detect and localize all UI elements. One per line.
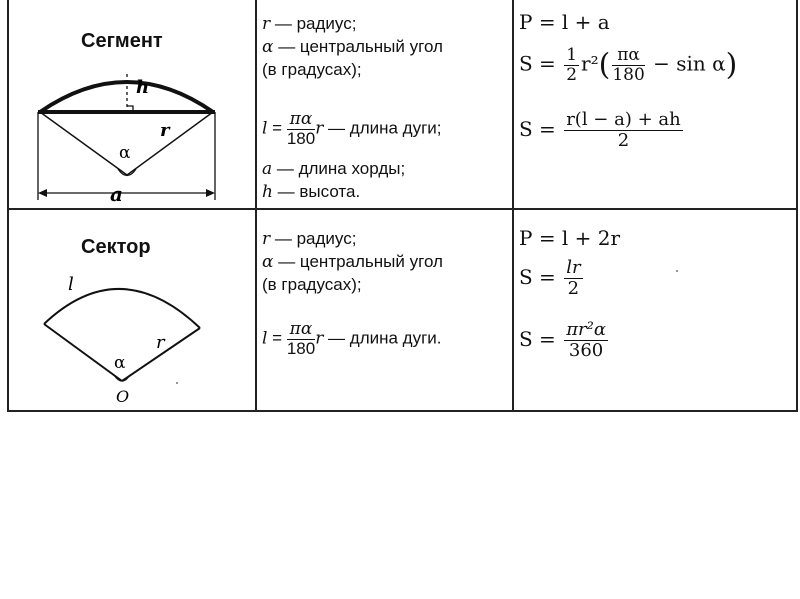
segment-area-formula: S = $\frac{1}{2}$ r²( $\frac{\pi\alpha}{180}$ − sin α) bbox=[519, 45, 738, 85]
label-alpha: α bbox=[119, 143, 131, 163]
column-divider bbox=[255, 0, 257, 411]
desc-degrees: (в градусах); bbox=[262, 275, 362, 294]
segment-title: Сегмент bbox=[81, 30, 163, 52]
speck bbox=[676, 270, 678, 272]
segment-arc-length: l = $\frac{\pi\alpha}{180}$ r — длина дуги; bbox=[262, 109, 442, 148]
desc-radius: r — радиус; bbox=[262, 14, 357, 34]
segment-radius-left bbox=[40, 112, 127, 175]
segment-radius-right bbox=[127, 112, 213, 175]
sector-description bbox=[262, 227, 443, 296]
pi-alpha-over-180: $\frac{\pi\alpha}{180}$ bbox=[286, 319, 316, 358]
desc-chord: a — длина хорды; bbox=[262, 159, 406, 179]
label-l: l bbox=[68, 274, 74, 295]
segment-area-formula-2: S = $\frac{r(l - a) + ah}{2}$ bbox=[519, 109, 681, 151]
desc-angle: α — центральный угол bbox=[262, 37, 443, 57]
speck bbox=[176, 382, 178, 384]
label-r: r bbox=[160, 120, 170, 141]
label-h: h bbox=[136, 77, 150, 98]
desc-radius: r — радиус; bbox=[262, 229, 357, 249]
segment-description-2 bbox=[262, 157, 405, 203]
label-a: a bbox=[110, 182, 123, 206]
desc-height: h — высота. bbox=[262, 182, 361, 202]
sector-area-formula-2: S = $\frac{\text{πr²α}}{360}$ bbox=[519, 319, 606, 361]
sector-title: Сектор bbox=[81, 236, 151, 258]
sector-figure bbox=[30, 262, 225, 407]
desc-angle: α — центральный угол bbox=[262, 252, 443, 272]
label-r: r bbox=[156, 332, 165, 353]
segment-description bbox=[262, 12, 443, 81]
sector-radius-left bbox=[44, 324, 122, 381]
segment-perimeter-formula: P = l + a bbox=[519, 10, 610, 34]
desc-degrees: (в градусах); bbox=[262, 60, 362, 79]
arrow-right bbox=[206, 189, 215, 197]
sector-area-formula: S = $\frac{lr}{2}$ bbox=[519, 257, 581, 299]
label-alpha: α bbox=[114, 353, 126, 373]
segment-figure bbox=[30, 60, 225, 208]
row-divider bbox=[9, 208, 798, 210]
sector-arc-length: l = $\frac{\pi\alpha}{180}$ r — длина дуги. bbox=[262, 319, 442, 358]
column-divider bbox=[512, 0, 514, 411]
pi-alpha-over-180: $\frac{\pi\alpha}{180}$ bbox=[286, 109, 316, 148]
arrow-left bbox=[38, 189, 47, 197]
label-o: O bbox=[116, 387, 130, 406]
sector-perimeter-formula: P = l + 2r bbox=[519, 226, 621, 250]
